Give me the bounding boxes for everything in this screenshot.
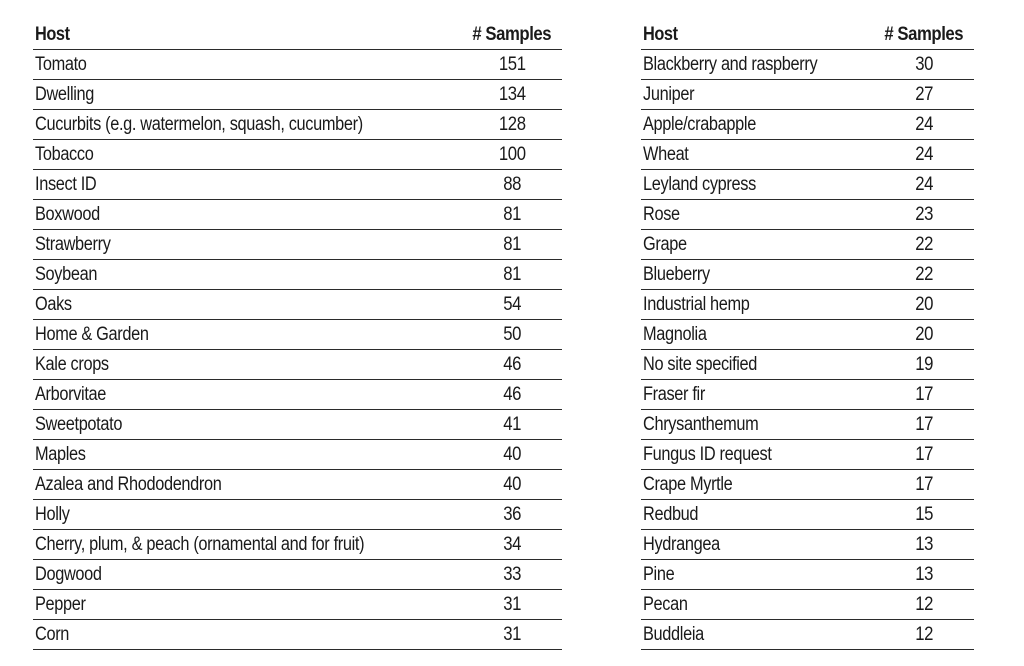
host-name: Soybean <box>35 264 98 285</box>
host-cell <box>641 140 874 170</box>
table-row <box>33 350 562 380</box>
samples-cell <box>462 500 562 530</box>
samples-count: 54 <box>503 294 521 315</box>
table-row <box>33 590 562 620</box>
samples-cell <box>462 530 562 560</box>
host-cell <box>641 230 874 260</box>
samples-count: 81 <box>503 204 521 225</box>
samples-cell <box>462 560 562 590</box>
host-name: Dwelling <box>35 84 95 105</box>
table-row <box>641 320 974 350</box>
samples-count: 12 <box>915 594 933 615</box>
table-row <box>33 530 562 560</box>
host-cell <box>33 500 462 530</box>
host-name: Juniper <box>643 84 695 105</box>
host-cell <box>641 410 874 440</box>
samples-count: 17 <box>915 414 933 435</box>
samples-count: 22 <box>915 234 933 255</box>
samples-count: 17 <box>915 474 933 495</box>
samples-cell <box>874 170 974 200</box>
samples-count: 41 <box>503 414 521 435</box>
host-cell <box>33 260 462 290</box>
host-cell <box>641 110 874 140</box>
host-name: Leyland cypress <box>643 174 756 195</box>
table-row <box>33 470 562 500</box>
table-row <box>641 170 974 200</box>
table-header-row <box>641 20 974 50</box>
samples-cell <box>462 80 562 110</box>
table-row <box>33 290 562 320</box>
samples-cell <box>462 290 562 320</box>
host-name: Dogwood <box>35 564 102 585</box>
samples-cell <box>874 410 974 440</box>
samples-cell <box>874 350 974 380</box>
table-row <box>641 50 974 80</box>
host-name: Insect ID <box>35 174 97 195</box>
samples-cell <box>874 290 974 320</box>
host-cell <box>33 80 462 110</box>
host-name: Boxwood <box>35 204 100 225</box>
samples-cell <box>874 50 974 80</box>
host-name: Industrial hemp <box>643 294 750 315</box>
samples-cell <box>462 320 562 350</box>
host-samples-table-right <box>641 20 974 650</box>
samples-count: 88 <box>503 174 521 195</box>
host-cell <box>33 590 462 620</box>
host-cell <box>641 560 874 590</box>
samples-count: 19 <box>915 354 933 375</box>
table-row <box>641 110 974 140</box>
host-cell <box>641 440 874 470</box>
host-name: Arborvitae <box>35 384 107 405</box>
samples-count: 46 <box>503 354 521 375</box>
column-header-host-label: Host <box>35 24 70 45</box>
samples-count: 12 <box>915 624 933 645</box>
host-name: Blackberry and raspberry <box>643 54 818 75</box>
host-name: Pecan <box>643 594 688 615</box>
host-cell <box>641 590 874 620</box>
host-cell <box>33 380 462 410</box>
host-name: Hydrangea <box>643 534 720 555</box>
host-name: Magnolia <box>643 324 707 345</box>
host-cell <box>33 440 462 470</box>
samples-count: 40 <box>503 444 521 465</box>
table-row <box>641 350 974 380</box>
samples-count: 31 <box>503 594 521 615</box>
host-name: Fungus ID request <box>643 444 772 465</box>
table-row <box>641 440 974 470</box>
table-row <box>641 500 974 530</box>
host-cell <box>641 500 874 530</box>
table-row <box>641 290 974 320</box>
host-cell <box>33 170 462 200</box>
column-header-host-label: Host <box>643 24 678 45</box>
column-header-host <box>33 20 462 50</box>
host-name: Crape Myrtle <box>643 474 733 495</box>
table-row <box>33 110 562 140</box>
host-name: No site specified <box>643 354 758 375</box>
samples-count: 31 <box>503 624 521 645</box>
host-name: Wheat <box>643 144 689 165</box>
table-row <box>33 620 562 650</box>
samples-cell <box>462 590 562 620</box>
samples-count: 17 <box>915 444 933 465</box>
samples-count: 30 <box>915 54 933 75</box>
host-cell <box>33 290 462 320</box>
samples-count: 81 <box>503 264 521 285</box>
samples-cell <box>874 560 974 590</box>
host-cell <box>641 350 874 380</box>
table-row <box>641 590 974 620</box>
samples-cell <box>462 350 562 380</box>
samples-cell <box>874 380 974 410</box>
table-row <box>33 80 562 110</box>
samples-cell <box>874 440 974 470</box>
table-row <box>33 410 562 440</box>
table-row <box>33 50 562 80</box>
samples-count: 20 <box>915 324 933 345</box>
host-cell <box>33 110 462 140</box>
host-cell <box>33 140 462 170</box>
samples-cell <box>462 380 562 410</box>
samples-cell <box>874 590 974 620</box>
samples-count: 24 <box>915 144 933 165</box>
host-name: Cucurbits (e.g. watermelon, squash, cucumber) <box>35 114 363 135</box>
host-name: Corn <box>35 624 70 645</box>
samples-cell <box>874 230 974 260</box>
host-name: Cherry, plum, & peach (ornamental and for fruit) <box>35 534 365 555</box>
host-name: Chrysanthemum <box>643 414 759 435</box>
table-row <box>641 560 974 590</box>
samples-count: 17 <box>915 384 933 405</box>
table-row <box>641 230 974 260</box>
host-name: Strawberry <box>35 234 111 255</box>
table-row <box>33 380 562 410</box>
host-name: Apple/crabapple <box>643 114 756 135</box>
table-body-right <box>641 50 974 650</box>
samples-count: 27 <box>915 84 933 105</box>
samples-cell <box>874 530 974 560</box>
samples-count: 50 <box>503 324 521 345</box>
samples-cell <box>874 500 974 530</box>
column-header-samples-label: # Samples <box>884 24 964 45</box>
host-name: Tomato <box>35 54 87 75</box>
samples-cell <box>462 260 562 290</box>
host-name: Rose <box>643 204 680 225</box>
host-name: Fraser fir <box>643 384 705 405</box>
samples-cell <box>874 140 974 170</box>
samples-cell <box>462 140 562 170</box>
host-cell <box>33 230 462 260</box>
table-body-left <box>33 50 562 650</box>
host-name: Oaks <box>35 294 72 315</box>
table-row <box>641 470 974 500</box>
table-row <box>33 170 562 200</box>
samples-cell <box>874 80 974 110</box>
table-row <box>641 410 974 440</box>
host-name: Buddleia <box>643 624 704 645</box>
table-row <box>33 230 562 260</box>
host-cell <box>641 380 874 410</box>
host-cell <box>641 290 874 320</box>
host-name: Kale crops <box>35 354 109 375</box>
samples-count: 20 <box>915 294 933 315</box>
host-samples-table-left <box>33 20 562 650</box>
host-name: Blueberry <box>643 264 710 285</box>
host-name: Grape <box>643 234 687 255</box>
column-header-samples <box>874 20 974 50</box>
samples-cell <box>462 200 562 230</box>
host-cell <box>33 620 462 650</box>
samples-count: 134 <box>498 84 526 105</box>
samples-count: 23 <box>915 204 933 225</box>
samples-count: 13 <box>915 564 933 585</box>
samples-cell <box>874 110 974 140</box>
table-row <box>33 320 562 350</box>
host-name: Pepper <box>35 594 86 615</box>
column-header-host <box>641 20 874 50</box>
table-row <box>33 500 562 530</box>
column-header-samples <box>462 20 562 50</box>
host-name: Redbud <box>643 504 699 525</box>
host-cell <box>33 350 462 380</box>
samples-cell <box>462 470 562 500</box>
table-row <box>641 530 974 560</box>
column-header-samples-label: # Samples <box>472 24 552 45</box>
samples-count: 34 <box>503 534 521 555</box>
host-cell <box>641 50 874 80</box>
table-row <box>641 260 974 290</box>
table-row <box>641 620 974 650</box>
samples-count: 24 <box>915 174 933 195</box>
host-cell <box>33 320 462 350</box>
table-row <box>641 80 974 110</box>
host-cell <box>641 470 874 500</box>
samples-cell <box>874 470 974 500</box>
samples-count: 81 <box>503 234 521 255</box>
samples-cell <box>874 200 974 230</box>
host-name: Azalea and Rhododendron <box>35 474 222 495</box>
table-row <box>641 200 974 230</box>
table-row <box>641 140 974 170</box>
samples-count: 13 <box>915 534 933 555</box>
table-header-row <box>33 20 562 50</box>
samples-cell <box>874 260 974 290</box>
host-cell <box>33 470 462 500</box>
samples-count: 40 <box>503 474 521 495</box>
samples-count: 100 <box>498 144 526 165</box>
table-row <box>33 140 562 170</box>
host-cell <box>33 50 462 80</box>
samples-cell <box>462 110 562 140</box>
samples-count: 36 <box>503 504 521 525</box>
host-cell <box>641 320 874 350</box>
samples-cell <box>462 620 562 650</box>
host-cell <box>33 410 462 440</box>
table-row <box>33 200 562 230</box>
host-cell <box>33 560 462 590</box>
host-name: Home & Garden <box>35 324 149 345</box>
host-cell <box>33 200 462 230</box>
host-cell <box>641 260 874 290</box>
samples-cell <box>462 50 562 80</box>
host-name: Pine <box>643 564 675 585</box>
host-cell <box>33 530 462 560</box>
host-name: Maples <box>35 444 86 465</box>
table-row <box>33 560 562 590</box>
host-cell <box>641 200 874 230</box>
samples-cell <box>462 410 562 440</box>
host-cell <box>641 170 874 200</box>
host-name: Sweetpotato <box>35 414 123 435</box>
host-name: Tobacco <box>35 144 94 165</box>
samples-count: 128 <box>498 114 526 135</box>
table-row <box>33 260 562 290</box>
samples-cell <box>462 170 562 200</box>
samples-cell <box>462 230 562 260</box>
samples-count: 24 <box>915 114 933 135</box>
table-row <box>641 380 974 410</box>
samples-cell <box>462 440 562 470</box>
samples-count: 33 <box>503 564 521 585</box>
samples-cell <box>874 320 974 350</box>
samples-cell <box>874 620 974 650</box>
samples-count: 15 <box>915 504 933 525</box>
samples-count: 46 <box>503 384 521 405</box>
host-cell <box>641 620 874 650</box>
samples-count: 22 <box>915 264 933 285</box>
table-row <box>33 440 562 470</box>
host-name: Holly <box>35 504 70 525</box>
samples-count: 151 <box>498 54 526 75</box>
host-cell <box>641 80 874 110</box>
host-cell <box>641 530 874 560</box>
